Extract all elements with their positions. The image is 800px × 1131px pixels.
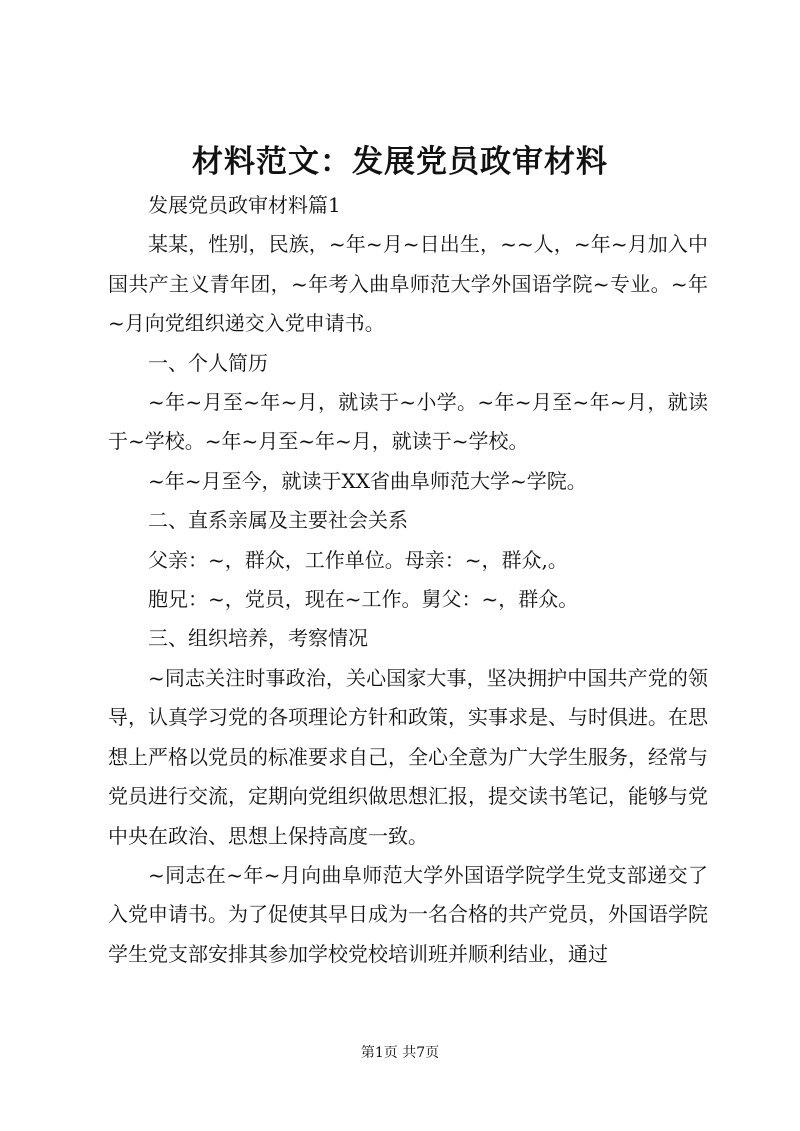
paragraph-current-study: ~年~月至今，就读于XX省曲阜师范大学~学院。 — [148, 468, 587, 493]
paragraph-relatives: 胞兄：~，党员，现在~工作。舅父：~，群众。 — [148, 587, 579, 612]
page-number-footer: 第1页 共7页 — [360, 1045, 440, 1061]
paragraph-evaluation: ~同志关注时事政治，关心国家大事，坚决拥护中国共产党的领导，认真学习党的各项理论方针和政策，实事求是、与时俱进。在思想上严格以党员的标准要求自己，全心全意为广大学生服务，经常与党员进行交流，定期向党组织做思想汇报，提交读书笔记，能够与党中央在政治、思想上保持高度一致。 — [108, 665, 708, 848]
heading-organization-evaluation: 三、组织培养，考察情况 — [148, 626, 368, 651]
heading-family-relations: 二、直系亲属及主要社会关系 — [148, 508, 408, 533]
section-subtitle: 发展党员政审材料篇1 — [148, 193, 341, 217]
paragraph-intro: 某某，性别，民族，~年~月~日出生，~~人，~年~月加入中国共产主义青年团，~年考入曲阜师范大学外国语学院~专业。~年~月向党组织递交入党申请书。 — [108, 232, 708, 336]
paragraph-education: ~年~月至~年~月，就读于~小学。~年~月至~年~月，就读于~学校。~年~月至~年~月，就读于~学校。 — [108, 390, 708, 454]
document-body — [108, 186, 708, 974]
heading-personal-history: 一、个人简历 — [148, 350, 268, 375]
paragraph-parents: 父亲：~，群众，工作单位。母亲：~，群众,。 — [148, 547, 568, 572]
paragraph-application: ~同志在~年~月向曲阜师范大学外国语学院学生党支部递交了入党申请书。为了促使其早日成为一名合格的共产党员，外国语学院学生党支部安排其参加学校党校培训班并顺利结业，通过 — [108, 862, 708, 966]
document-title: 材料范文：发展党员政审材料 — [192, 144, 608, 180]
